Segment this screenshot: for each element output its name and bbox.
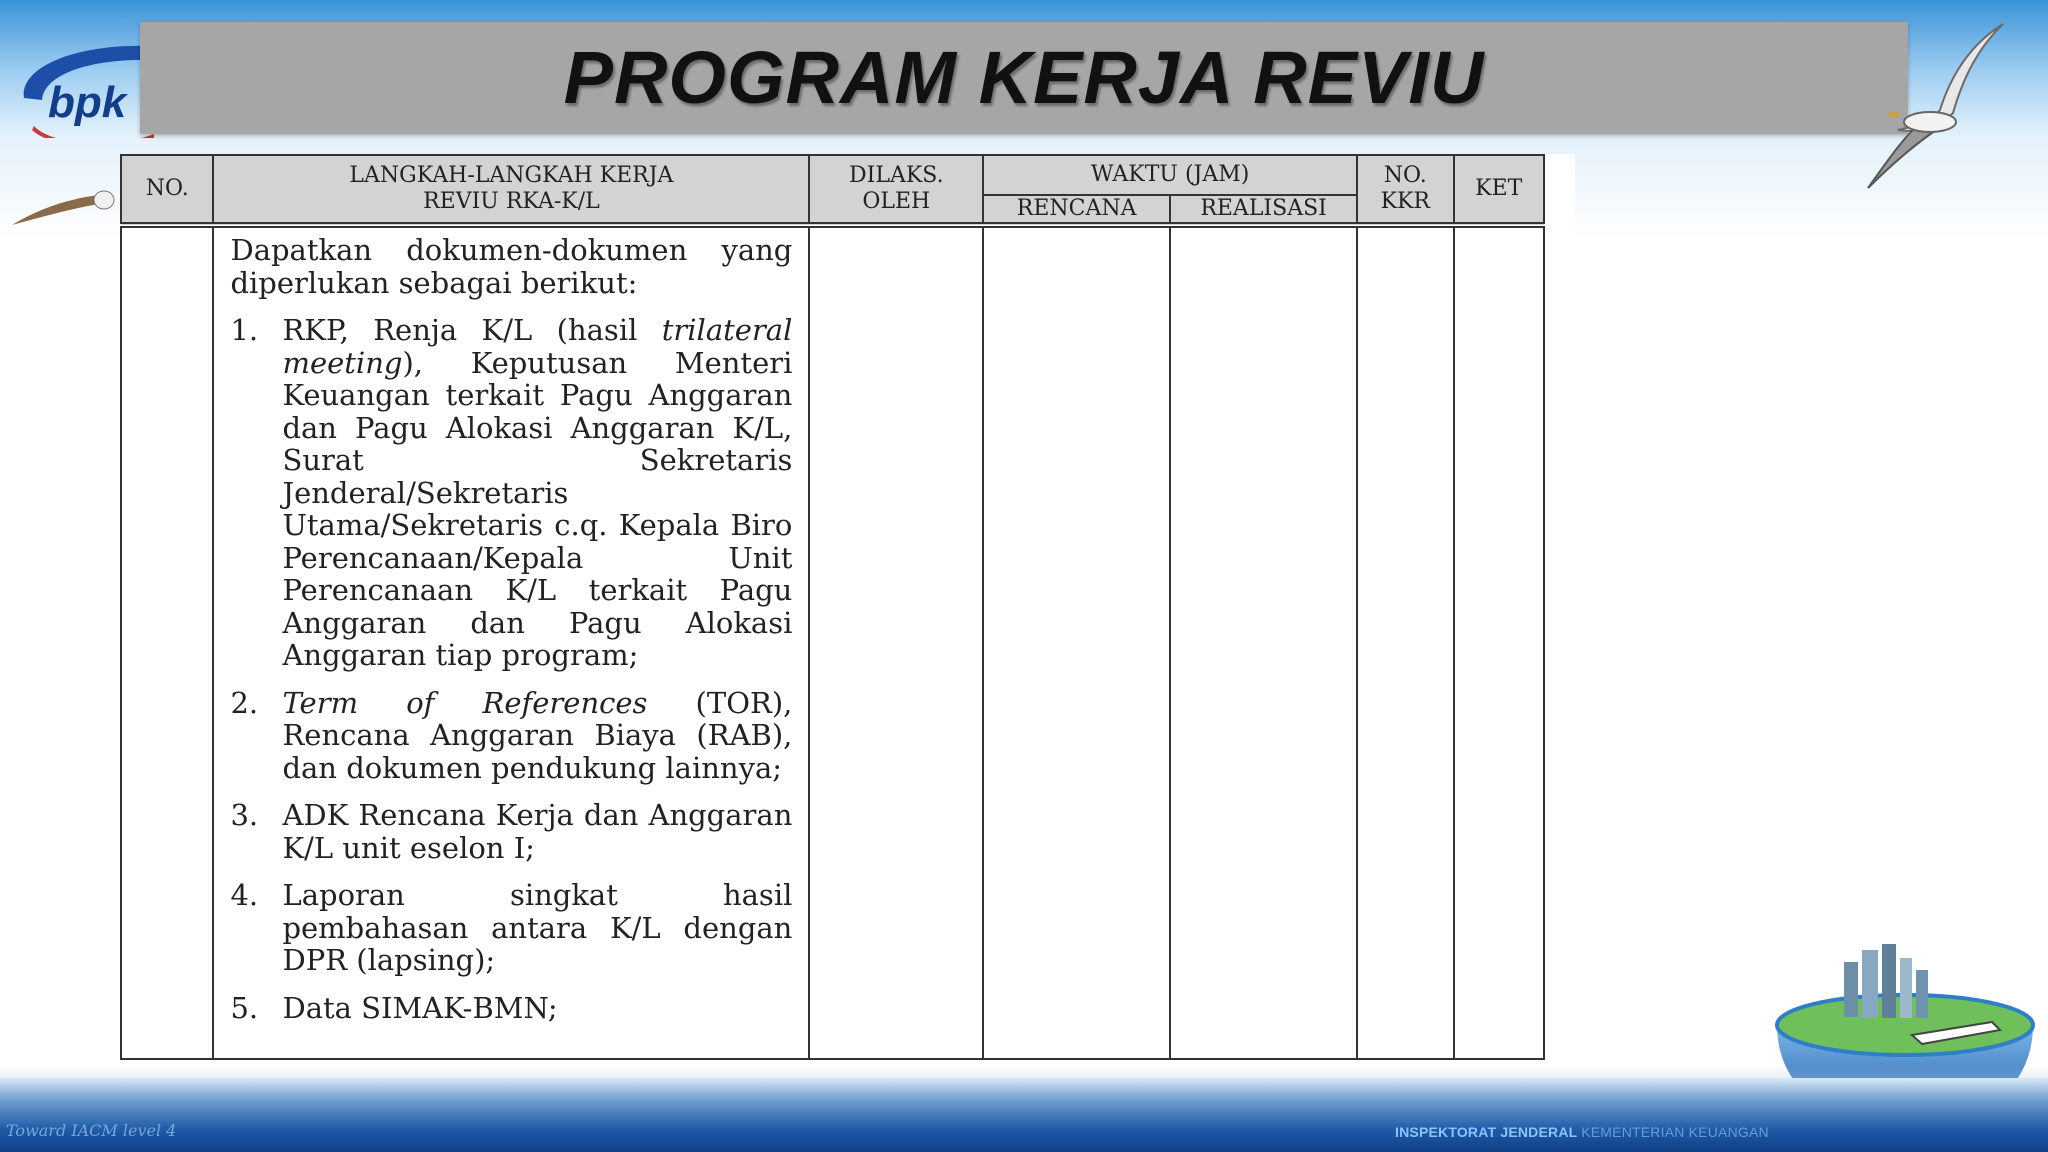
title-bar [140, 22, 1908, 134]
work-program-table-container [120, 154, 1575, 1062]
header-waktu: WAKTU (JAM) [983, 155, 1357, 195]
header-no: NO. [121, 155, 213, 225]
seagull-icon [12, 180, 117, 230]
header-no-kkr: NO. KKR [1357, 155, 1453, 225]
table-row [121, 225, 1544, 1059]
document-list [230, 314, 792, 1024]
footer-organization: INSPEKTORAT JENDERAL KEMENTERIAN KEUANGAN [1395, 1124, 1769, 1140]
page-title: PROGRAM KERJA REVIU [563, 36, 1485, 119]
work-program-table [120, 154, 1545, 1060]
cell-rencana [983, 225, 1170, 1059]
header-langkah: LANGKAH-LANGKAH KERJA REVIU RKA-K/L [213, 155, 809, 225]
list-item: 2. Term of References (TOR), Rencana Anggaran Biaya (RAB), dan dokumen pendukung lainnya; [230, 685, 793, 785]
step-intro: Dapatkan dokumen-dokumen yang diperlukan sebagai berikut: [230, 233, 793, 300]
header-realisasi: REALISASI [1170, 195, 1357, 225]
cell-kkr [1357, 225, 1453, 1059]
cell-dilaks [809, 225, 983, 1059]
cell-ket [1454, 225, 1544, 1059]
cell-langkah [213, 225, 809, 1059]
cell-realisasi [1170, 225, 1357, 1059]
list-item: 3. ADK Rencana Kerja dan Anggaran K/L unit eselon I; [230, 798, 793, 865]
list-item: 1. RKP, Renja K/L (hasil trilateral meeting), Keputusan Menteri Keuangan terkait Pagu Anggaran dan Pagu Alokasi Anggaran K/L, Surat Sekretaris Jenderal/Sekretaris Utama/Sekretaris c.q. Kepala Biro Perencanaan/Kepala Unit Perencanaan K/L terkait Pagu Anggaran dan Pagu Alokasi Anggaran tiap program; [230, 313, 793, 672]
list-item: 5. Data SIMAK-BMN; [230, 990, 558, 1025]
footer-band [0, 1078, 2048, 1152]
list-item: 4. Laporan singkat hasil pembahasan antara K/L dengan DPR (lapsing); [230, 878, 793, 977]
header-rencana: RENCANA [983, 195, 1170, 225]
seagull-icon [1858, 18, 2008, 193]
header-ket: KET [1454, 155, 1544, 225]
footer-tagline: Toward IACM level 4 [6, 1121, 177, 1140]
logo-text: bpk [48, 78, 127, 127]
cell-no [121, 225, 213, 1059]
header-dilaks-oleh: DILAKS. OLEH [809, 155, 983, 225]
